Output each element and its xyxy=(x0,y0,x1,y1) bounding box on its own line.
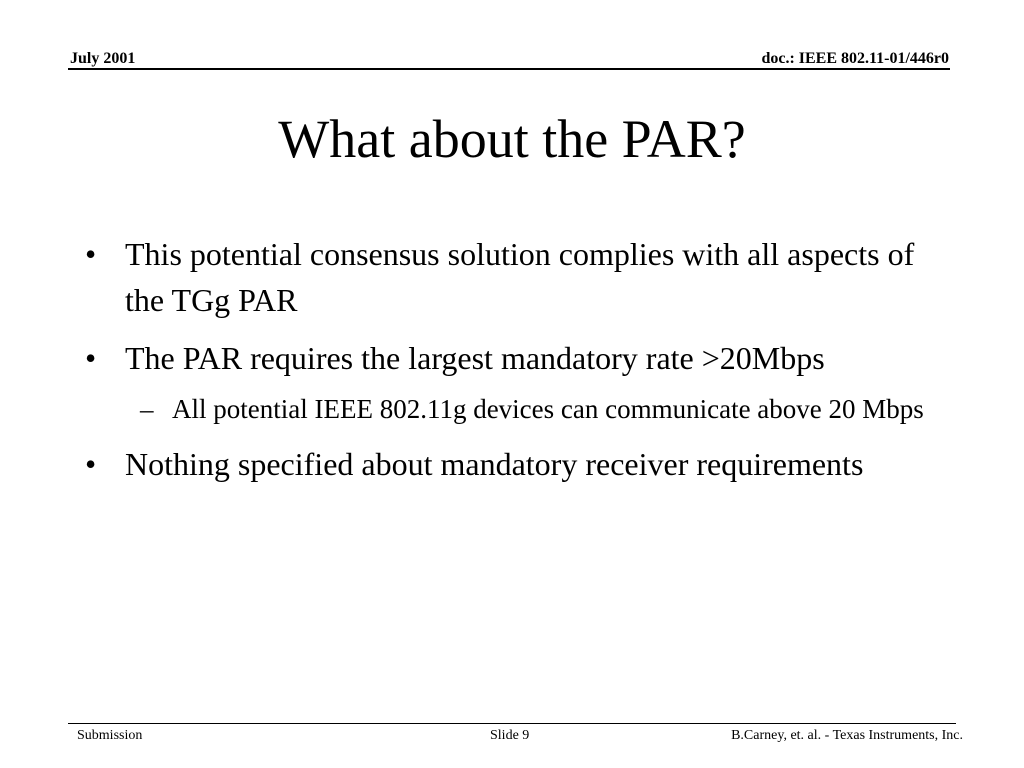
footer-divider xyxy=(68,723,956,724)
sub-bullet-text: All potential IEEE 802.11g devices can communicate above 20 Mbps xyxy=(172,394,924,424)
bullet-text: Nothing specified about mandatory receiver requirements xyxy=(125,446,864,482)
bullet-list xyxy=(85,231,945,499)
slide-title: What about the PAR? xyxy=(278,109,746,169)
bullet-marker: • xyxy=(85,446,97,482)
header-divider xyxy=(68,68,950,70)
header-date: July 2001 xyxy=(70,50,136,67)
bullet-text: This potential consensus solution complies with all aspects of the TGg PAR xyxy=(125,236,915,318)
bullet-marker: • xyxy=(85,340,97,376)
sub-bullet-marker: – xyxy=(140,394,154,424)
bullet-item xyxy=(85,335,945,381)
bullet-text: The PAR requires the largest mandatory rate >20Mbps xyxy=(125,340,825,376)
bullet-item xyxy=(85,231,945,323)
bullet-item xyxy=(85,441,945,487)
footer-submission: Submission xyxy=(77,728,143,743)
sub-bullet-item xyxy=(85,389,945,429)
footer-authors: B.Carney, et. al. - Texas Instruments, Inc. xyxy=(731,728,963,743)
footer-slide-number: Slide 9 xyxy=(490,728,530,743)
header-doc-id: doc.: IEEE 802.11-01/446r0 xyxy=(761,50,949,67)
bullet-marker: • xyxy=(85,236,97,272)
